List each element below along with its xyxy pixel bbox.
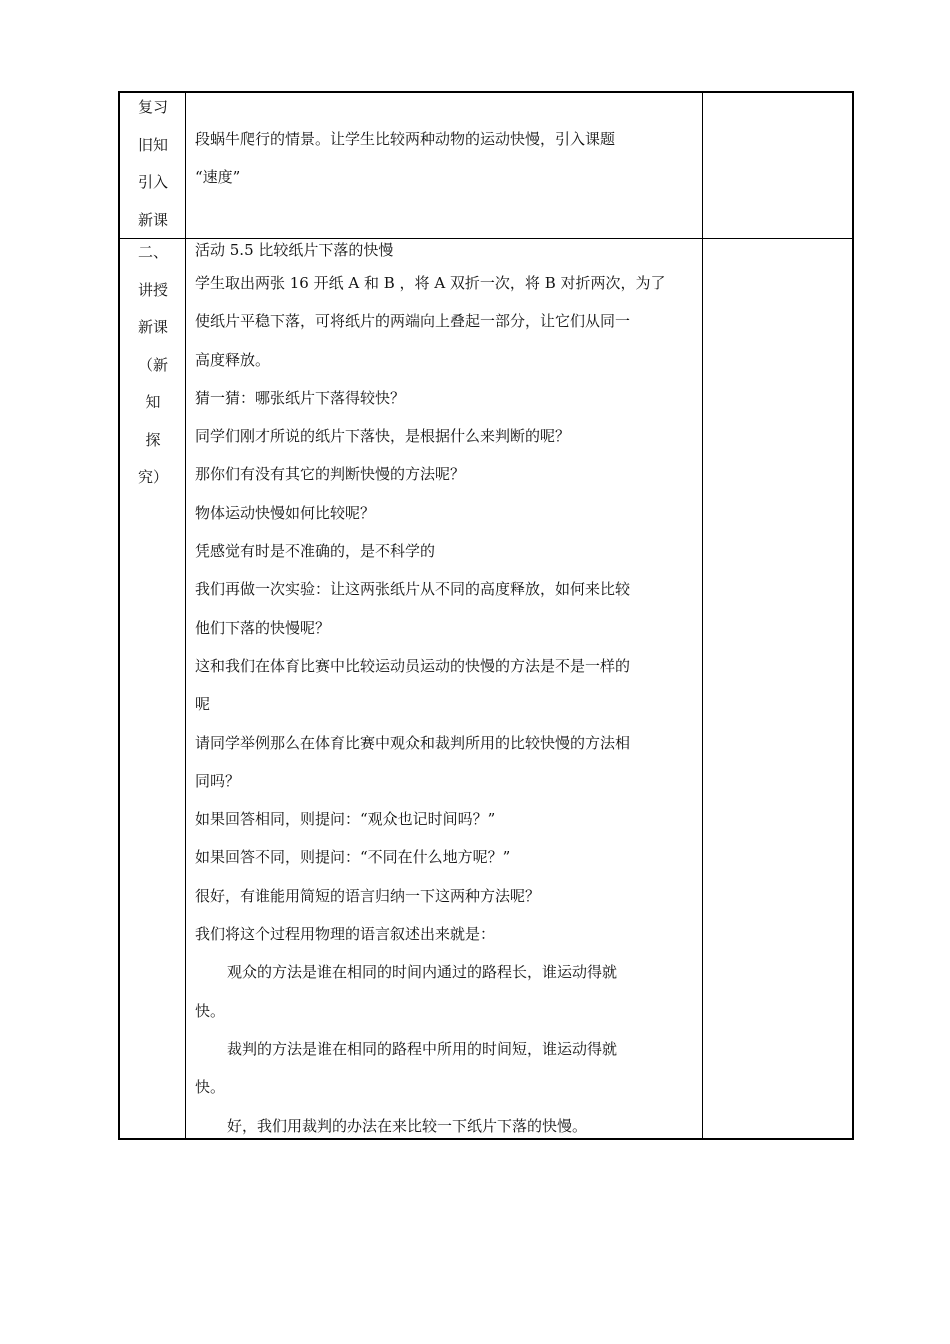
text-line: 快。 [195, 1001, 226, 1020]
text-line: 使纸片平稳下落，可将纸片的两端向上叠起一部分，让它们从同一 [195, 312, 631, 331]
text-line: 我们再做一次实验：让这两张纸片从不同的高度释放，如何来比较 [195, 580, 631, 599]
row-2-label [120, 234, 186, 497]
text-line: 高度释放。 [195, 350, 271, 369]
lesson-plan-table [118, 91, 854, 1140]
label-line: 究） [137, 468, 168, 486]
text-line: 呢 [195, 695, 211, 714]
label-line: 复习 [137, 98, 168, 116]
label-line: 新课 [137, 318, 168, 336]
text-line: 我们将这个过程用物理的语言叙述出来就是： [195, 925, 496, 944]
text-line: 请同学举例那么在体育比赛中观众和裁判所用的比较快慢的方法相 [195, 733, 631, 752]
text-line: 很好，有谁能用简短的语言归纳一下这两种方法呢？ [195, 886, 541, 905]
text-line: 物体运动快慢如何比较呢？ [195, 503, 376, 522]
label-line: 旧知 [137, 135, 168, 154]
row-1-label [120, 89, 186, 239]
label-line: 知 [145, 393, 161, 411]
text-line: 如果回答不同，则提问：“不同在什么地方呢？” [195, 848, 511, 867]
label-line: 讲授 [137, 280, 168, 299]
text-line: 观众的方法是谁在相同的时间内通过的路程长，谁运动得就 [227, 963, 618, 982]
text-line: 快。 [195, 1078, 226, 1097]
row-2-content [195, 236, 705, 1145]
text-line: 段蜗牛爬行的情景。让学生比较两种动物的运动快慢，引入课题 [195, 130, 616, 148]
text-line: 猜一猜：哪张纸片下落得较快？ [195, 388, 406, 407]
text-line: 那你们有没有其它的判断快慢的方法呢？ [195, 465, 466, 484]
text-line: 裁判的方法是谁在相同的路程中所用的时间短，谁运动得就 [227, 1039, 618, 1058]
label-line: 二、 [137, 243, 168, 261]
row-1-content [195, 120, 705, 196]
text-line: 如果回答相同，则提问：“观众也记时间吗？” [195, 810, 496, 829]
text-line: 他们下落的快慢呢？ [195, 618, 331, 637]
text-line: 同学们刚才所说的纸片下落快，是根据什么来判断的呢？ [195, 427, 571, 446]
text-line: 这和我们在体育比赛中比较运动员运动的快慢的方法是不是一样的 [195, 656, 631, 675]
text-line: 凭感觉有时是不准确的，是不科学的 [195, 542, 436, 561]
text-line: 学生取出两张 16 开纸 A 和 B ，将 A 双折一次，将 B 对折两次，为了 [195, 274, 666, 292]
text-line: 好，我们用裁判的办法在来比较一下纸片下落的快慢。 [227, 1116, 588, 1135]
text-line: 同吗？ [195, 771, 241, 790]
label-line: 探 [145, 430, 161, 449]
label-line: （新 [137, 355, 168, 374]
label-line: 引入 [137, 173, 168, 191]
text-line: 活动 5.5 比较纸片下落的快慢 [195, 241, 394, 259]
text-line: “速度” [195, 168, 241, 186]
label-line: 新课 [137, 210, 168, 229]
